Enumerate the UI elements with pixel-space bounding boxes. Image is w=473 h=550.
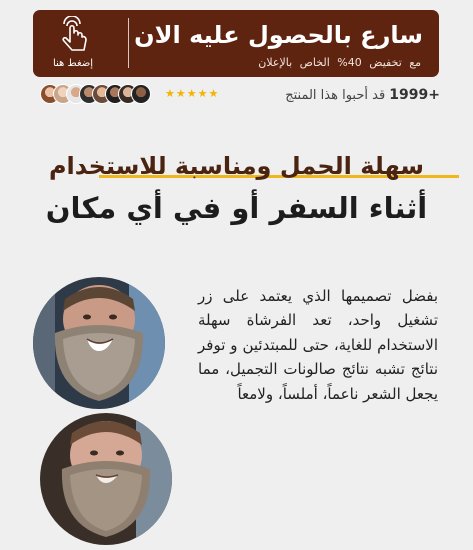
proof-text (285, 86, 440, 105)
headline-line-2: أثناء السفر أو في أي مكان (45, 191, 428, 225)
body-paragraph: بفضل تصميمها الذي يعتمد على زر تشغيل واحد، تعد الفرشاة سهلة الاستخدام للغاية، حتى للمبتدئين و توفر نتائج تشبه نتائج صالونات التجميل، مما يجعل الشعر ناعماً، أملساً، ولامعاً (198, 287, 438, 403)
cta-divider (128, 18, 129, 68)
cta-title[interactable]: سارع بالحصول عليه الان (134, 21, 423, 49)
bearded-man-photo (40, 413, 172, 545)
tap-hand-icon[interactable] (54, 16, 94, 54)
rating-stars-icon: ★★★★★ (165, 87, 220, 100)
bearded-man-photo (33, 277, 165, 409)
avatar (131, 84, 151, 104)
cta-subtitle: مع تخفيض 40% الخاص بالإعلان (258, 56, 421, 69)
social-proof (40, 84, 440, 106)
cta-tap-label[interactable]: إضغط هنا (52, 58, 94, 69)
likes-label: قد أحبوا هذا المنتج (285, 88, 386, 103)
headline-line-1: سهلة الحمل ومناسبة للاستخدام (48, 152, 425, 180)
cta-banner[interactable] (33, 10, 439, 77)
likes-count: +1999 (389, 87, 440, 103)
